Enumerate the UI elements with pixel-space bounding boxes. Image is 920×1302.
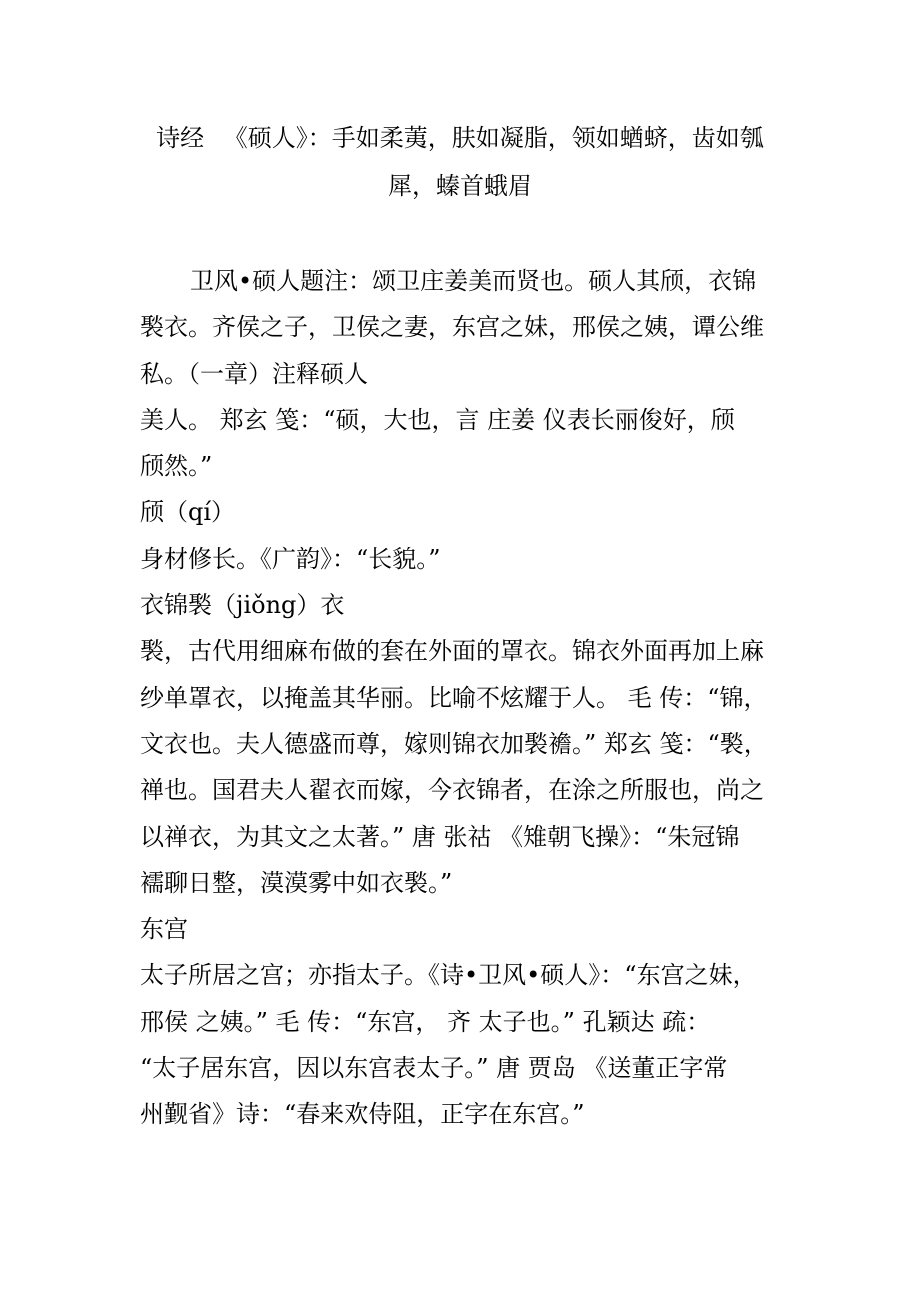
- paragraph-line: 襦聊日整，漠漠雾中如衣褧。”: [140, 868, 453, 897]
- paragraph-line: “太子居东宫，因以东宫表太子。” 唐 贾岛 《送董正字常: [140, 1054, 728, 1083]
- paragraph-line: 州觐省》诗：“春来欢侍阻，正字在东宫。”: [140, 1100, 585, 1129]
- title-line-1: 诗经 《硕人》：手如柔荑，肤如凝脂，领如蝤蛴，齿如瓠: [156, 124, 764, 152]
- paragraph-line: 颀然。”: [140, 452, 213, 481]
- document-body: [140, 258, 790, 1138]
- paragraph-line: 美人。 郑玄 笺：“硕，大也，言 庄姜 仪表长丽俊好，颀: [140, 405, 735, 434]
- paragraph-line: 身材修长。《广韵》：“长貌。”: [140, 544, 441, 573]
- title-line-2: 犀，螓首蛾眉: [388, 172, 532, 200]
- paragraph-line: 私。（一章）注释硕人: [140, 359, 368, 388]
- paragraph-line: 以禅衣，为其文之太著。” 唐 张祜 《雉朝飞操》：“朱冠锦: [140, 822, 740, 851]
- document-title: [140, 114, 780, 210]
- paragraph-line: 卫风•硕人题注：颂卫庄姜美而贤也。硕人其颀，衣锦: [190, 267, 757, 295]
- term-heading: 东宫: [140, 915, 188, 944]
- paragraph-line: 纱单罩衣，以掩盖其华丽。比喻不炫耀于人。 毛 传：“锦，: [140, 683, 768, 712]
- paragraph-line: 褧，古代用细麻布做的套在外面的罩衣。锦衣外面再加上麻: [140, 637, 764, 666]
- term-heading: 衣锦褧（jiǒng）衣: [140, 591, 345, 620]
- paragraph-line: 邢侯 之姨。” 毛 传：“东宫， 齐 太子也。” 孔颖达 疏：: [140, 1007, 711, 1036]
- term-heading: 颀（qí）: [140, 498, 236, 527]
- paragraph-line: 太子所居之宫；亦指太子。《诗•卫风•硕人》：“东宫之妹，: [140, 961, 757, 990]
- paragraph-line: 禅也。国君夫人翟衣而嫁，今衣锦者，在涂之所服也，尚之: [140, 776, 764, 805]
- paragraph-line: 褧衣。齐侯之子，卫侯之妻，东宫之妹，邢侯之姨，谭公维: [140, 313, 764, 342]
- paragraph-line: 文衣也。夫人德盛而尊，嫁则锦衣加褧襜。” 郑玄 笺：“褧，: [140, 729, 768, 758]
